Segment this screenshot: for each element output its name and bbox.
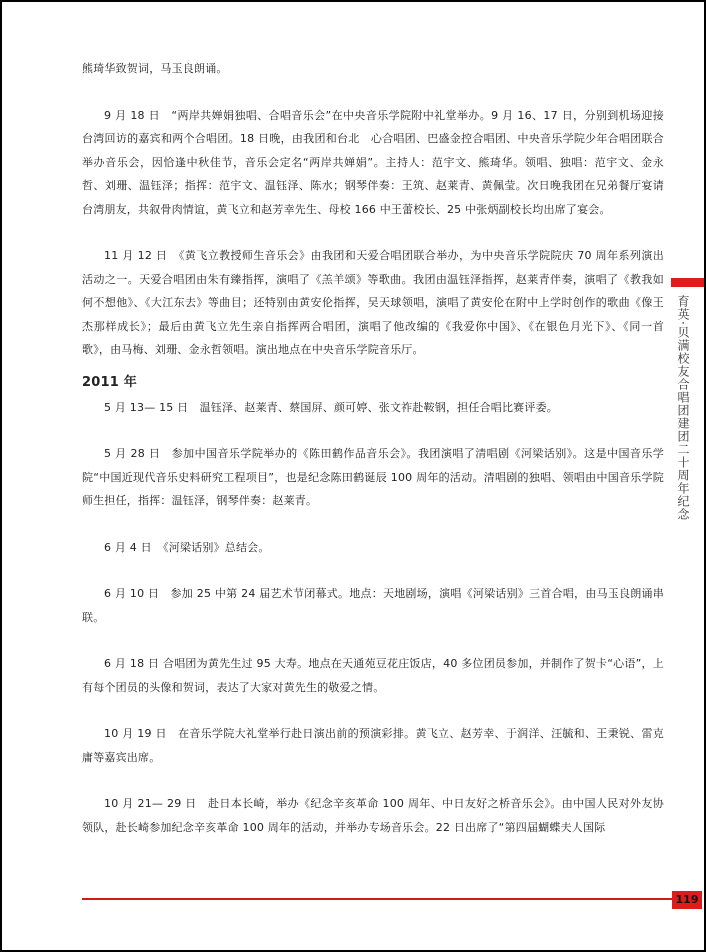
paragraph: 熊琦华致贺词，马玉良朗诵。 <box>82 62 228 75</box>
paragraph: 10 月 21— 29 日 赴日本长崎，举办《纪念辛亥革命 100 周年、中日友好之桥音乐会》。由中国人民对外友协领队，赴长崎参加纪念辛亥革命 100 周年的活动，并举办专场音乐会。22 日出席了“第四届蝴蝶夫人国际 <box>82 797 664 834</box>
paragraph: 10 月 19 日 在音乐学院大礼堂举行赴日演出前的预演彩排。黄飞立、赵芳幸、于润洋、汪毓和、王秉锐、雷克庸等嘉宾出席。 <box>82 727 664 764</box>
paragraph: 6 月 18 日 合唱团为黄先生过 95 大寿。地点在天通苑豆花庄饭店，40 多位团员参加，并制作了贺卡“心语”，上有每个团员的头像和贺词，表达了大家对黄先生的敬爱之情。 <box>82 657 664 694</box>
year-heading: 2011 年 <box>82 374 137 390</box>
footer-rule <box>82 898 674 900</box>
paragraph: 6 月 4 日 《河梁话别》总结会。 <box>104 540 270 554</box>
page-number: 119 <box>672 891 702 909</box>
paragraph: 5 月 13— 15 日 温钰泽、赵莱青、蔡国屏、颜可婷、张文祚赴鞍钢，担任合唱比赛评委。 <box>104 400 558 414</box>
paragraph: 11 月 12 日 《黄飞立教授师生音乐会》由我团和天爱合唱团联合举办，为中央音乐学院院庆 70 周年系列演出活动之一。天爱合唱团由朱有臻指挥，演唱了《羔羊颂》等歌曲。我团由温钰泽指挥，赵莱青伴奏，演唱了《教我如何不想他》、《大江东去》等曲目；还特别由黄安伦指挥，吴天球领唱，演唱了黄安伦在附中上学时创作的歌曲《像王杰那样成长》；最后由黄飞立先生亲自指挥两合唱团，演唱了他改编的《我爱你中国》、《在银色月光下》、《同一首歌》，由马梅、刘珊、金永哲领唱。演出地点在中央音乐学院音乐厅。 <box>82 249 664 356</box>
side-tab-marker <box>671 278 706 287</box>
paragraph: 5 月 28 日 参加中国音乐学院举办的《陈田鹤作品音乐会》。我团演唱了清唱剧《河梁话别》。这是中国音乐学院“中国近现代音乐史料研究工程项目”，也是纪念陈田鹤诞辰 100 周年的活动。清唱剧的独唱、领唱由中国音乐学院师生担任，指挥：温钰泽，钢琴伴奏：赵莱青。 <box>82 447 664 507</box>
paragraph: 6 月 10 日 参加 25 中第 24 届艺术节闭幕式。地点：天地剧场，演唱《河梁话别》三首合唱，由马玉良朗诵串联。 <box>82 587 664 624</box>
page-body <box>82 57 664 839</box>
running-side-title: 育英·贝满校友合唱团建团二十周年纪念 <box>676 295 690 521</box>
paragraph: 9 月 18 日 “两岸共婵娟独唱、合唱音乐会”在中央音乐学院附中礼堂举办。9 月 16、17 日，分别到机场迎接台湾回访的嘉宾和两个合唱团。18 日晚，由我团和台北 心合唱团、巴盛金控合唱团、中央音乐学院少年合唱团联合举办音乐会，因恰逢中秋佳节，音乐会定名“两岸共婵娟”。主持人：范宇文、熊琦华。领唱、独唱：范宇文、金永哲、刘珊、温钰泽；指挥：范宇文、温钰泽、陈水；钢琴伴奏：王筑、赵莱青、黄佩莹。次日晚我团在兄弟餐厅宴请台湾朋友，共叙骨肉情谊，黄飞立和赵芳幸先生、母校 166 中王蕾校长、25 中张炳副校长均出席了宴会。 <box>82 108 664 216</box>
